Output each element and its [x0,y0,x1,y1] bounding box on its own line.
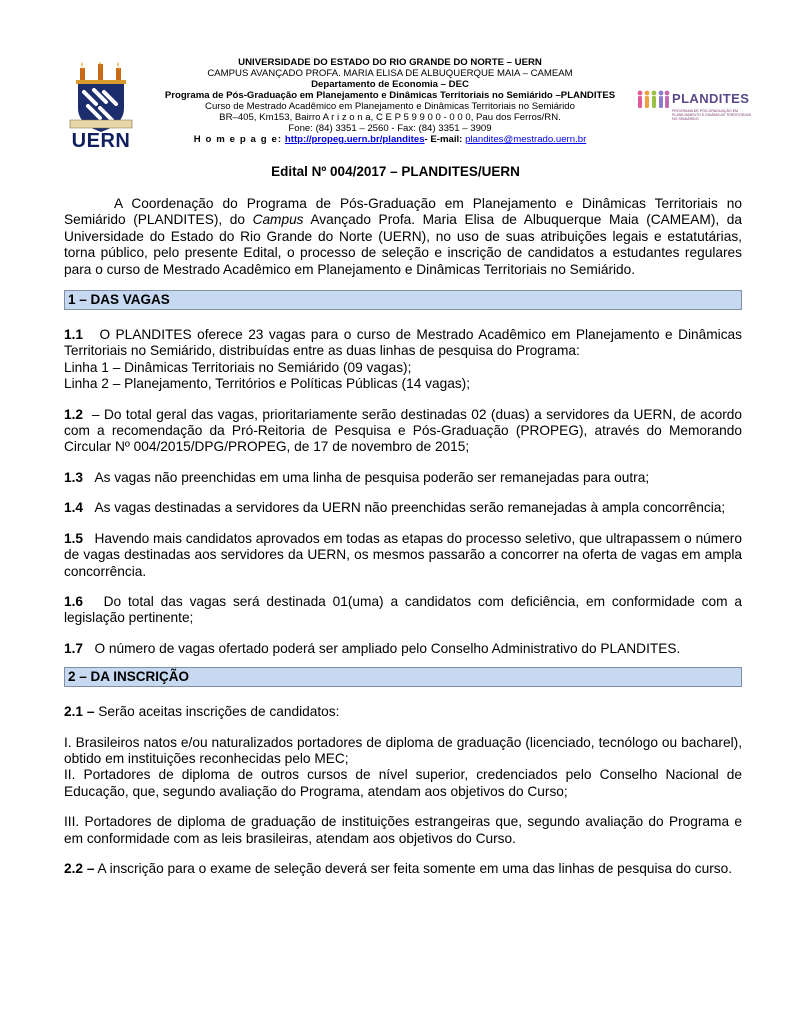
document-header [0,0,791,170]
item-2-2 [64,861,742,877]
line-1-item: Linha 1 – Dinâmicas Territoriais no Semiárido (09 vagas); [64,359,412,375]
item-number: 1.6 [64,593,84,609]
item-text: As vagas destinadas a servidores da UERN não preenchidas serão remanejadas à ampla concorrência; [94,500,726,516]
item-number: 1.2 [64,406,84,422]
homepage-label: H o m e p a g e: [193,134,283,145]
plandites-logo-text: PLANDITES [672,91,750,106]
document-body [64,196,742,877]
header-line-address: BR–405, Km153, Bairro A r i z o n a, C E P 5 9 9 0 0 - 0 0 0, Pau dos Ferros/RN. [219,112,561,123]
header-line-campus: CAMPUS AVANÇADO PROFA. MARIA ELISA DE ALBUQUERQUE MAIA – CAMEAM [207,68,573,79]
header-line-department: Departamento de Economia – DEC [311,79,469,90]
plandites-logo-subtitle: PROGRAMA DE PÓS-GRADUAÇÃO EM PLANEJAMENTO E DINÂMICAS TERRITORIAIS NO SEMIÁRIDO [672,109,752,122]
header-line-program: Programa de Pós-Graduação em Planejamento e Dinâmicas Territoriais no Semiárido –PLANDITES [164,90,616,101]
item-text: A inscrição para o exame de seleção deverá ser feita somente em uma das linhas de pesquisa do curso. [94,860,733,876]
item-1-6 [64,594,742,627]
item-text: O PLANDITES oferece 23 vagas para o curso de Mestrado Acadêmico em Planejamento e Dinâmicas Territoriais no Semiárido, distribuídas entre as duas linhas de pesquisa do Programa: [64,327,742,359]
email-link[interactable]: plandites@mestrado.uern.br [465,134,587,145]
item-number: 2.1 – [64,704,95,720]
item-2-1 [64,704,742,720]
uern-logo-text: UERN [71,130,131,152]
uern-logo [66,62,136,154]
line-2-item: Linha 2 – Planejamento, Territórios e Políticas Públicas (14 vagas); [64,376,471,392]
item-1-1 [64,327,742,360]
intro-text-b: Avançado Profa. Maria Elisa de Albuquerque Maia (CAMEAM), da Universidade do Estado do Rio Grande do Norte (UERN), no uso de suas atribuições legais e estatutárias, torna público, pelo presente Edital, o processo de seleção e inscrição de candidatos a estudantes regulares para o curso de Mestrado Acadêmico em Planejamento e Dinâmicas Territoriais no Semiárido. [64,212,742,277]
intro-paragraph [64,196,742,278]
header-line-phone: Fone: (84) 3351 – 2560 - Fax: (84) 3351 – 3909 [288,123,492,134]
item-number: 1.1 [64,327,84,343]
item-text: Do total das vagas será destinada 01(uma) a candidatos com deficiência, em conformidade com a legislação pertinente; [64,593,742,626]
item-1-3 [64,470,742,486]
section-heading-inscricao: 2 – DA INSCRIÇÃO [64,667,742,687]
item-1-2 [64,407,742,456]
plandites-logo [636,86,756,130]
intro-text-a: A Coordenação do Programa de Pós-Graduação em Planejamento e Dinâmicas Territoriais no Semiárido (PLANDITES), do [64,196,742,228]
email-label: - E-mail: [424,134,463,145]
header-line-course: Curso de Mestrado Acadêmico em Planejamento e Dinâmicas Territoriais no Semiárido [205,101,575,112]
item-number: 2.2 – [64,860,95,876]
requirement-2: II. Portadores de diploma de outros cursos de nível superior, credenciados pelo Conselho Nacional de Educação, que, segundo avaliação do Programa, atendam aos objetivos do Curso; [64,767,742,799]
section-heading-vagas: 1 – DAS VAGAS [64,290,742,310]
requirement-3: III. Portadores de diploma de graduação de instituições estrangeiras que, segundo avaliação do Programa e em conformidade com as leis brasileiras, atendam aos objetivos do Curso. [64,814,742,846]
item-text: O número de vagas ofertado poderá ser ampliado pelo Conselho Administrativo do PLANDITES. [94,640,681,656]
edital-title: Edital Nº 004/2017 – PLANDITES/UERN [271,164,520,179]
intro-campus-italic: Campus [252,212,304,228]
item-text: Serão aceitas inscrições de candidatos: [94,704,340,720]
item-text: Havendo mais candidatos aprovados em todas as etapas do processo seletivo, que ultrapassem o número de vagas destinadas aos servidores da UERN, os mesmos passarão a concorrer na oferta de vagas em ampla concorrência. [64,530,742,579]
item-1-4 [64,500,742,516]
item-1-7 [64,641,742,657]
item-number: 1.5 [64,530,84,546]
item-text: As vagas não preenchidas em uma linha de pesquisa poderão ser remanejadas para outra; [94,469,650,485]
uern-crest-icon [66,62,136,134]
header-line-university: UNIVERSIDADE DO ESTADO DO RIO GRANDE DO NORTE – UERN [238,57,542,68]
institution-header [140,57,640,145]
item-number: 1.3 [64,469,84,485]
requirement-1: I. Brasileiros natos e/ou naturalizados portadores de diploma de graduação (licenciado, tecnólogo ou bacharel), obtido em instituições reconhecidas pelo MEC; [64,734,742,766]
item-number: 1.7 [64,640,84,656]
item-number: 1.4 [64,500,84,516]
plandites-figures-icon [636,90,670,110]
header-line-contacts [140,134,640,145]
item-text: – Do total geral das vagas, prioritariamente serão destinadas 02 (duas) a servidores da UERN, de acordo com a recomendação da Pró-Reitoria de Pesquisa e Pós-Graduação (PROPEG), através do Memorando Circular Nº 004/2015/DPG/PROPEG, de 17 de novembro de 2015; [64,406,742,455]
homepage-link[interactable]: http://propeg.uern.br/plandites [284,134,425,145]
item-1-5 [64,531,742,580]
